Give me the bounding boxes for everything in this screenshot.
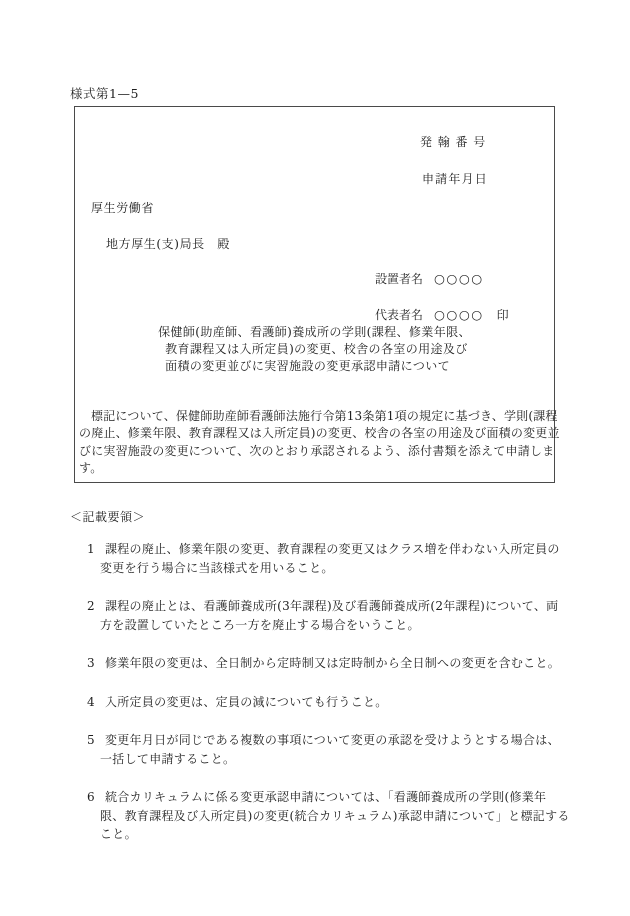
guideline-line: 一括して申請すること。 (100, 751, 236, 766)
founder-name-line (375, 270, 484, 287)
representative-label: 代表者名 (375, 308, 424, 322)
guideline-line: 限、教育課程及び入所定員)の変更(統合カリキュラム)承認申請について」と標記する (100, 808, 570, 823)
guideline-number: 6 (87, 790, 95, 804)
founder-value-placeholder: ○○○○ (434, 271, 484, 286)
guideline-number: 5 (87, 733, 95, 747)
founder-label: 設置者名 (375, 272, 424, 286)
issue-number-label: 発翰番号 (419, 135, 491, 149)
guideline-line: 4 入所定員の変更は、定員の減についても行うこと。 (87, 693, 610, 712)
subject-title (75, 324, 554, 376)
text-line: す。 (79, 461, 103, 476)
guideline-line: 6 統合カリキュラムに係る変更承認申請については、「看護師養成所の学則(修業年 (87, 788, 610, 807)
guideline-line: 変更を行う場合に当該様式を用いること。 (100, 560, 334, 575)
representative-name-line (375, 306, 509, 323)
guidelines-list (70, 540, 610, 844)
guideline-number: 3 (87, 656, 95, 670)
guideline-line: 方を設置していたところ一方を廃止する場合をいうこと。 (100, 617, 420, 632)
guideline-item (87, 731, 610, 768)
guideline-item (87, 597, 610, 634)
addressee-line: 地方厚生(支)局長 殿 (106, 237, 230, 251)
guideline-item (87, 693, 610, 712)
text-line: 標記について、保健師助産師看護師法施行令第13条第1項の規定に基づき、学則(課程 (91, 409, 558, 423)
letter-body (79, 408, 560, 478)
seal-mark: 印 (496, 308, 509, 322)
form-number: 様式第1—5 (70, 86, 139, 101)
text-line: 保健師(助産師、看護師)養成所の学則(課程、修業年限、 (158, 325, 471, 339)
guideline-line: こと。 (100, 827, 137, 841)
subject-title-lines (158, 324, 471, 376)
guidelines-heading: ＜記載要領＞ (70, 510, 146, 524)
text-line: びに実習施設の変更について、次のとおり承認されるよう、添付書類を添えて申請しま (79, 443, 555, 458)
guideline-number: 2 (87, 599, 95, 613)
ministry-name: 厚生労働省 (91, 201, 155, 215)
guideline-item (87, 788, 610, 844)
application-letter-box (74, 106, 560, 483)
guidelines-section (70, 508, 610, 864)
guideline-item (87, 654, 610, 673)
guideline-line: 1 課程の廃止、修業年限の変更、教育課程の変更又はクラス増を伴わない入所定員の (87, 540, 610, 559)
guideline-number: 1 (87, 542, 95, 556)
guideline-item (87, 540, 610, 577)
text-line: の廃止、修業年限、教育課程又は入所定員)の変更、校舎の各室の用途及び面積の変更並 (79, 426, 560, 441)
guideline-line: 2 課程の廃止とは、看護師養成所(3年課程)及び看護師養成所(2年課程)について、両 (87, 597, 610, 616)
representative-value-placeholder: ○○○○ (434, 307, 484, 322)
text-line: 面積の変更並びに実習施設の変更承認申請について (165, 359, 451, 374)
application-date-label: 申請年月日 (421, 172, 488, 186)
guideline-line: 3 修業年限の変更は、全日制から定時制又は定時制から全日制への変更を含むこと。 (87, 654, 610, 673)
guideline-line: 5 変更年月日が同じである複数の事項について変更の承認を受けようとする場合は、 (87, 731, 610, 750)
guideline-number: 4 (87, 694, 95, 709)
text-line: 教育課程又は入所定員)の変更、校舎の各室の用途及び (165, 342, 468, 357)
